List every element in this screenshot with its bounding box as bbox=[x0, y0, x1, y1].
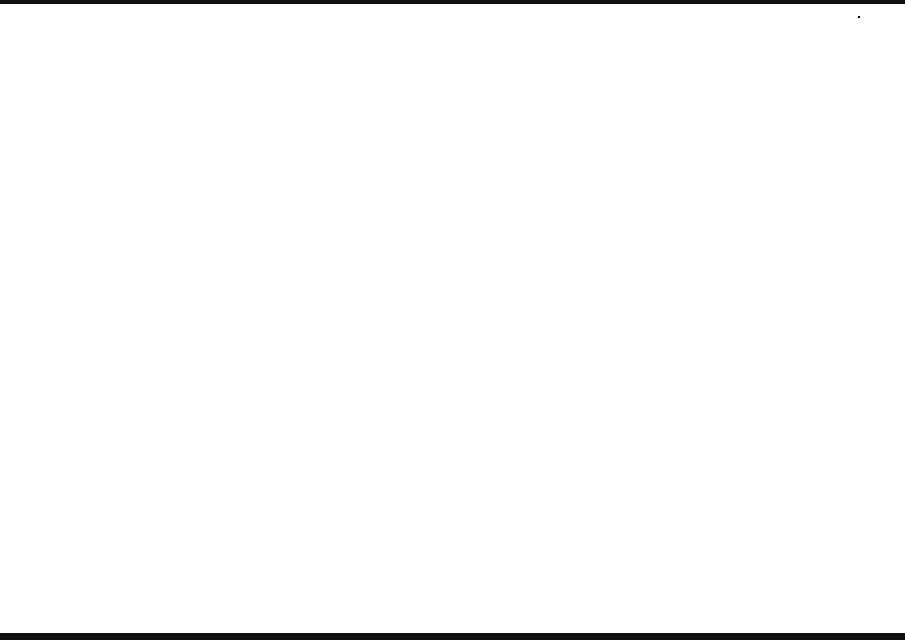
bottom-border bbox=[0, 633, 905, 640]
scan-dot bbox=[858, 16, 860, 18]
top-border bbox=[0, 0, 905, 4]
